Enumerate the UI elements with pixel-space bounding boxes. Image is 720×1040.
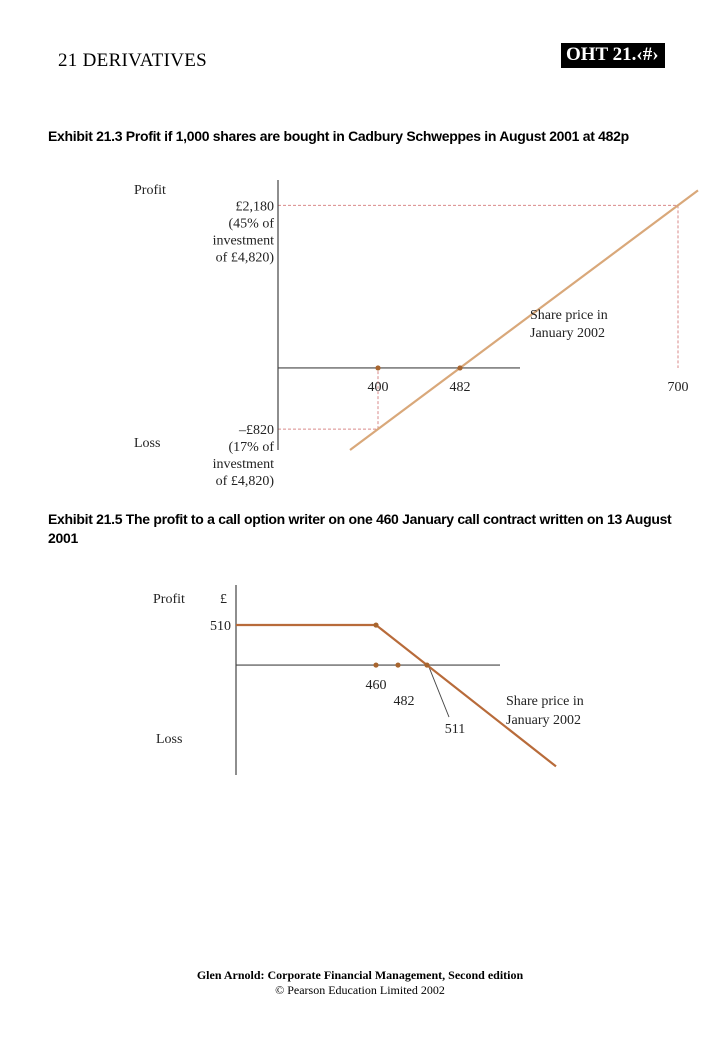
y-label-loss: Loss (134, 436, 161, 451)
footer-book-title: Glen Arnold: Corporate Financial Management, Second edition (196, 968, 524, 982)
annotation-1-line-1: (17% of (228, 440, 274, 456)
x-tick-label-482: 482 (449, 379, 471, 395)
annotation-0-line-2: investment (212, 233, 274, 249)
annotation-1-line-2: investment (212, 457, 274, 473)
y-label-currency: £ (220, 592, 227, 607)
x-tick-label-700: 700 (667, 379, 689, 395)
slide-number-badge: OHT 21.‹#› (561, 43, 665, 68)
x-label-line-1: Share price in (530, 308, 608, 323)
annotation-1-line-3: of £4,820) (215, 474, 274, 490)
annotation-1-line-0: –£820 (239, 423, 274, 439)
data-point-3 (424, 662, 429, 667)
exhibit-21-3-heading: Exhibit 21.3 Profit if 1,000 shares are bought in Cadbury Schweppes in August 2001 at 482p (48, 128, 629, 144)
footer (0, 968, 720, 998)
x-label-line-2: January 2002 (530, 326, 606, 341)
x-tick-label-482: 482 (393, 694, 415, 710)
data-point-2 (395, 662, 400, 667)
x-tick-label-460: 460 (365, 678, 387, 694)
x-tick-label-400: 400 (367, 379, 389, 395)
chapter-title: 21 DERIVATIVES (58, 50, 207, 71)
y-label-profit: Profit (153, 592, 185, 607)
x-label-line-1: Share price in (506, 694, 584, 709)
data-point-1 (373, 662, 378, 667)
y-tick-label-510: 510 (210, 619, 231, 635)
x-tick-label-511: 511 (444, 722, 466, 738)
exhibit-21-5-heading: Exhibit 21.5 The profit to a call option writer on one 460 January call contract written on 13 August 2001 (48, 511, 672, 546)
x-label-line-2: January 2002 (506, 713, 582, 728)
annotation-0-line-3: of £4,820) (215, 250, 274, 266)
annotation-0-line-1: (45% of (228, 216, 274, 232)
y-label-profit: Profit (134, 183, 166, 198)
footer-copyright: © Pearson Education Limited 2002 (275, 983, 445, 997)
annotation-0-line-0: £2,180 (235, 199, 274, 215)
data-point-0 (373, 622, 378, 627)
y-label-loss: Loss (156, 732, 183, 747)
